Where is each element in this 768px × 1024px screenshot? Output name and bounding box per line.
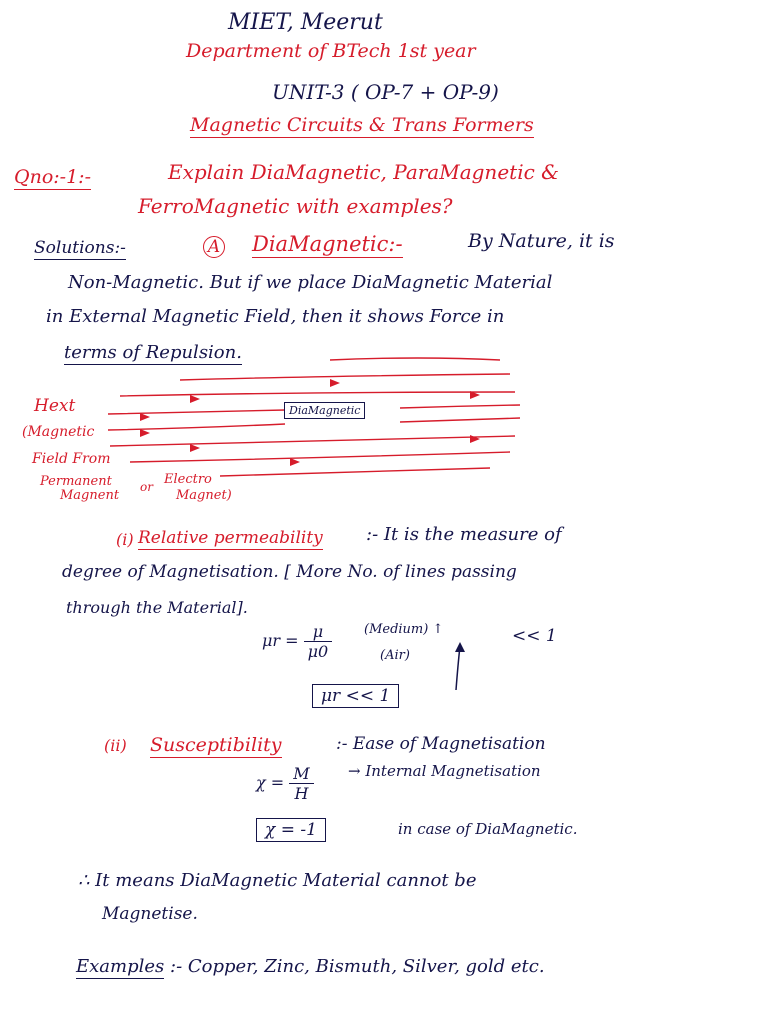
diamagnetic-marker: A <box>203 236 225 258</box>
question-line-1: Explain DiaMagnetic, ParaMagnetic & <box>168 160 559 184</box>
examples-line <box>76 956 545 977</box>
source-1a: Permanent <box>40 474 112 489</box>
rp-text-2: degree of Magnetisation. [ More No. of lines passing <box>62 562 517 582</box>
topic-title: Magnetic Circuits & Trans Formers <box>190 114 534 136</box>
rp-denominator: μ0 <box>307 642 329 661</box>
sus-denominator: H <box>294 784 309 803</box>
solution-text-4: terms of Repulsion. <box>64 342 242 363</box>
sus-arrow-note: → Internal Magnetisation <box>348 762 541 780</box>
conclusion-line-2: Magnetise. <box>102 904 198 924</box>
rp-text-3: through the Material]. <box>66 598 248 617</box>
rp-lhs: μr = <box>262 631 299 650</box>
rp-heading: Relative permeability <box>138 528 323 548</box>
rp-compare: << 1 <box>512 626 557 646</box>
solution-text-1: By Nature, it is <box>468 230 615 252</box>
source-1b: Magnent <box>60 488 120 503</box>
rp-numerator: μ <box>304 622 333 642</box>
field-line <box>108 418 520 430</box>
sus-lhs: χ = <box>256 773 285 792</box>
rp-formula <box>262 622 332 661</box>
field-arrow <box>290 458 300 466</box>
diamagnetic-heading: DiaMagnetic:- <box>252 232 403 256</box>
rp-text-1: :- It is the measure of <box>366 524 562 545</box>
institute-title: MIET, Meerut <box>228 10 383 35</box>
field-arrow <box>140 413 150 421</box>
examples-text: :- Copper, Zinc, Bismuth, Silver, gold etc. <box>170 956 545 977</box>
field-note-1: (Magnetic <box>22 424 95 440</box>
rp-fraction <box>304 622 333 661</box>
hext-label: Hext <box>34 396 76 416</box>
field-line <box>130 452 510 462</box>
field-arrow <box>190 395 200 403</box>
examples-label: Examples <box>76 956 165 977</box>
sus-fraction <box>289 764 313 803</box>
sus-formula <box>256 764 314 803</box>
department-text: Department of BTech 1st year <box>186 40 476 62</box>
rp-number: (i) <box>116 530 134 549</box>
field-arrow <box>140 429 150 437</box>
solution-label: Solutions:- <box>34 238 126 258</box>
source-2a: Electro <box>164 472 212 487</box>
field-line <box>180 374 510 380</box>
source-2b: Magnet) <box>176 488 232 503</box>
field-arrow <box>470 435 480 443</box>
field-line <box>110 436 515 446</box>
field-arrow <box>330 379 340 387</box>
unit-title: UNIT-3 ( OP-7 + OP-9) <box>272 80 499 104</box>
rp-air-note: (Air) <box>380 648 410 663</box>
field-line <box>330 358 500 360</box>
conclusion-line-1: ∴ It means DiaMagnetic Material cannot be <box>78 870 477 891</box>
field-note-2: Field From <box>32 451 111 467</box>
sus-result-box: χ = -1 <box>256 818 326 842</box>
sus-number: (ii) <box>104 736 127 755</box>
rp-result-box: μr << 1 <box>312 684 399 708</box>
sus-heading: Susceptibility <box>150 734 282 756</box>
question-label: Qno:-1:- <box>14 166 91 188</box>
solution-text-2: Non-Magnetic. But if we place DiaMagnetic Material <box>68 272 553 293</box>
sus-numerator: M <box>289 764 313 784</box>
solution-text-3: in External Magnetic Field, then it shows Force in <box>46 306 505 327</box>
field-arrow <box>190 444 200 452</box>
field-line <box>220 468 490 476</box>
relation-arrow <box>456 646 460 690</box>
field-line <box>120 392 515 396</box>
sus-text-1: :- Ease of Magnetisation <box>336 734 546 754</box>
source-or: or <box>140 480 153 494</box>
diamagnetic-material-box: DiaMagnetic <box>284 402 365 419</box>
rp-medium-note: (Medium) ↑ <box>364 622 444 637</box>
question-line-2: FerroMagnetic with examples? <box>138 194 453 218</box>
relation-arrowhead <box>455 642 465 652</box>
sus-result-note: in case of DiaMagnetic. <box>398 820 578 838</box>
